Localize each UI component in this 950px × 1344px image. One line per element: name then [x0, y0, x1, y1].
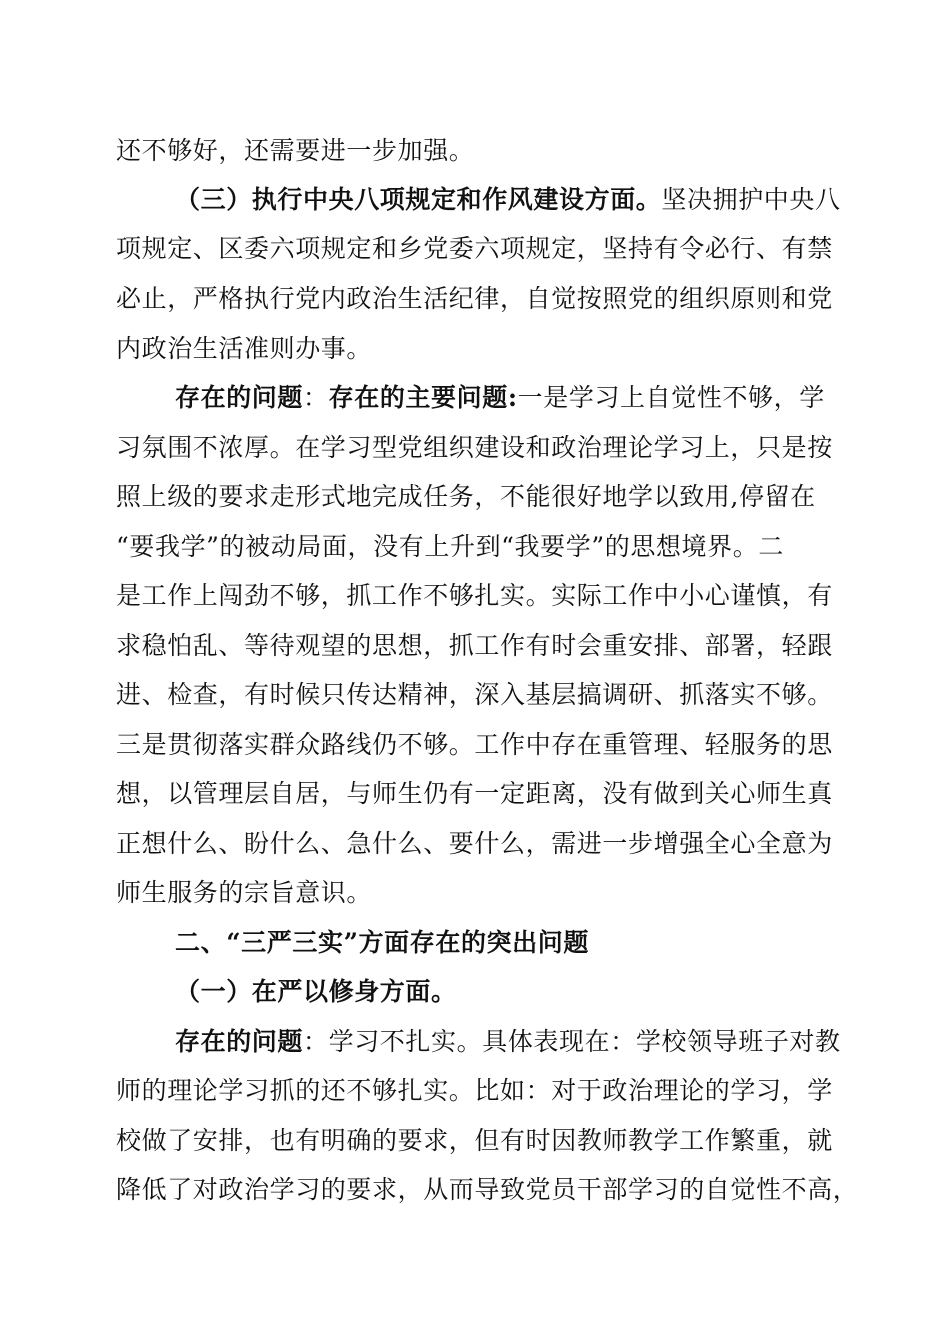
paragraph-line: 内政治生活准则办事。 — [116, 334, 373, 363]
paragraph-line — [175, 383, 825, 413]
issue-label: 存在的问题 — [175, 383, 304, 412]
paragraph-line: 校做了安排，也有明确的要求，但有时因教师教学工作繁重，就 — [116, 1126, 833, 1155]
paragraph-line: 必止，严格执行党内政治生活纪律，自觉按照党的组织原则和党 — [116, 284, 833, 313]
paragraph-line: 项规定、区委六项规定和乡党委六项规定，坚持有令必行、有禁 — [116, 234, 833, 263]
paragraph-text: 学习不扎实。具体表现在：学校领导班子对教 — [328, 1027, 841, 1056]
paragraph-line: 求稳怕乱、等待观望的思想，抓工作有时会重安排、部署，轻跟 — [116, 631, 833, 660]
paragraph-text: 一是学习上自觉性不够，学 — [517, 383, 825, 412]
subsection-heading: （一）在严以修身方面。 — [175, 977, 457, 1006]
paragraph-line: 正想什么、盼什么、急什么、要什么，需进一步增强全心全意为 — [116, 829, 833, 858]
issue-label-main: 存在的主要问题: — [328, 383, 518, 412]
paragraph-line: 想，以管理层自居，与师生仍有一定距离，没有做到关心师生真 — [116, 779, 833, 808]
section-heading: 二、“三严三实”方面存在的突出问题 — [175, 928, 589, 957]
paragraph-line — [175, 185, 841, 215]
paragraph-line — [175, 1027, 841, 1057]
issue-label: 存在的问题 — [175, 1027, 304, 1056]
paragraph-line: 三是贯彻落实群众路线仍不够。工作中存在重管理、轻服务的思 — [116, 730, 833, 759]
issue-colon: ： — [303, 383, 329, 412]
paragraph-line: 进、检查，有时候只传达精神，深入基层搞调研、抓落实不够。 — [116, 680, 833, 709]
paragraph-line: 师的理论学习抓的还不够扎实。比如：对于政治理论的学习，学 — [116, 1076, 833, 1105]
paragraph-line: 是工作上闯劲不够，抓工作不够扎实。实际工作中小心谨慎，有 — [116, 581, 833, 610]
paragraph-text: 坚决拥护中央八 — [661, 185, 841, 214]
paragraph-line: 降低了对政治学习的要求，从而导致党员干部学习的自觉性不高， — [116, 1175, 859, 1204]
paragraph-line: 照上级的要求走形式地完成任务，不能很好地学以致用,停留在 — [116, 482, 816, 511]
paragraph-line: 师生服务的宗旨意识。 — [116, 878, 373, 907]
paragraph-line: “要我学”的被动局面，没有上升到“我要学”的思想境界。二 — [116, 532, 784, 561]
paragraph-line: 还不够好，还需要进一步加强。 — [116, 136, 475, 165]
paragraph-line: 习氛围不浓厚。在学习型党组织建设和政治理论学习上，只是按 — [116, 433, 833, 462]
issue-colon: ： — [303, 1027, 329, 1056]
section-heading: （三）执行中央八项规定和作风建设方面。 — [175, 185, 662, 214]
